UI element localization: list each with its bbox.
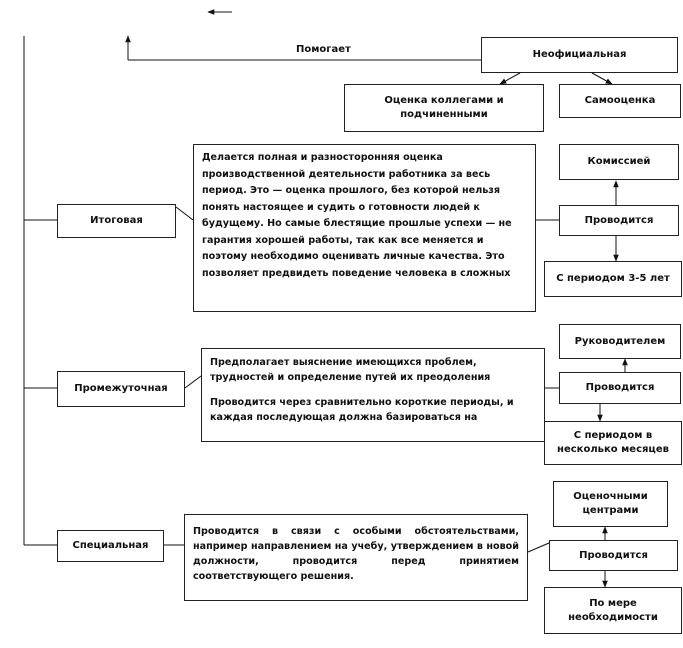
intermediate-description-text-2: Проводится через сравнительно короткие периоды, и каждая последующая должна базироваться на bbox=[210, 397, 514, 423]
helps-label: Помогает bbox=[296, 44, 351, 55]
intermediate-type-box: Промежуточная bbox=[57, 371, 185, 407]
final-period-box: С периодом 3-5 лет bbox=[544, 261, 682, 297]
self-review-box: Самооценка bbox=[559, 84, 681, 118]
final-to-desc-line bbox=[176, 207, 193, 220]
unofficial-to-peer-arrow bbox=[500, 73, 520, 84]
special-conducted-box: Проводится bbox=[549, 540, 678, 571]
intermediate-by-box: Руководителем bbox=[559, 324, 681, 359]
intermediate-conducted-box: Проводится bbox=[559, 372, 681, 404]
special-type-box: Специальная bbox=[57, 530, 164, 562]
special-description-text: Проводится в связи с особыми обстоятельствами, например направлением на учебу, утверждением в новой должности, проводится перед принятием соответствующего решения. bbox=[193, 526, 519, 582]
unofficial-to-self-arrow bbox=[592, 73, 612, 84]
final-conducted-box: Проводится bbox=[559, 205, 679, 236]
intermediate-to-desc-line bbox=[185, 376, 201, 388]
final-description-box bbox=[193, 144, 536, 312]
final-by-box: Комиссией bbox=[559, 144, 679, 180]
peer-review-box: Оценка коллегами и подчиненными bbox=[344, 84, 544, 132]
final-type-box: Итоговая bbox=[57, 204, 176, 238]
unofficial-box: Неофициальная bbox=[481, 37, 678, 73]
special-period-box: По мере необходимости bbox=[544, 587, 682, 634]
special-by-box: Оценочными центрами bbox=[553, 481, 668, 527]
special-description-box bbox=[184, 514, 528, 601]
special-desc-to-conducted-line bbox=[528, 543, 549, 552]
intermediate-period-box: С периодом в несколько месяцев bbox=[544, 421, 682, 465]
intermediate-description-box bbox=[201, 348, 545, 442]
final-description-text: Делается полная и разносторонняя оценка производственной деятельности работника за весь период. Это — оценка прошлого, без которой нельзя понять настоящее и судить о готовности людей к будущему. Но самые блестящие прошлые успехи — не гарантия хорошей работы, так как все меняется и поэтому необходимо оценивать личные качества. Это позволяет предвидеть поведение человека в сложных bbox=[202, 152, 512, 279]
intermediate-description-text-1: Предполагает выяснение имеющихся проблем, трудностей и определение путей их преодоления bbox=[210, 357, 491, 383]
